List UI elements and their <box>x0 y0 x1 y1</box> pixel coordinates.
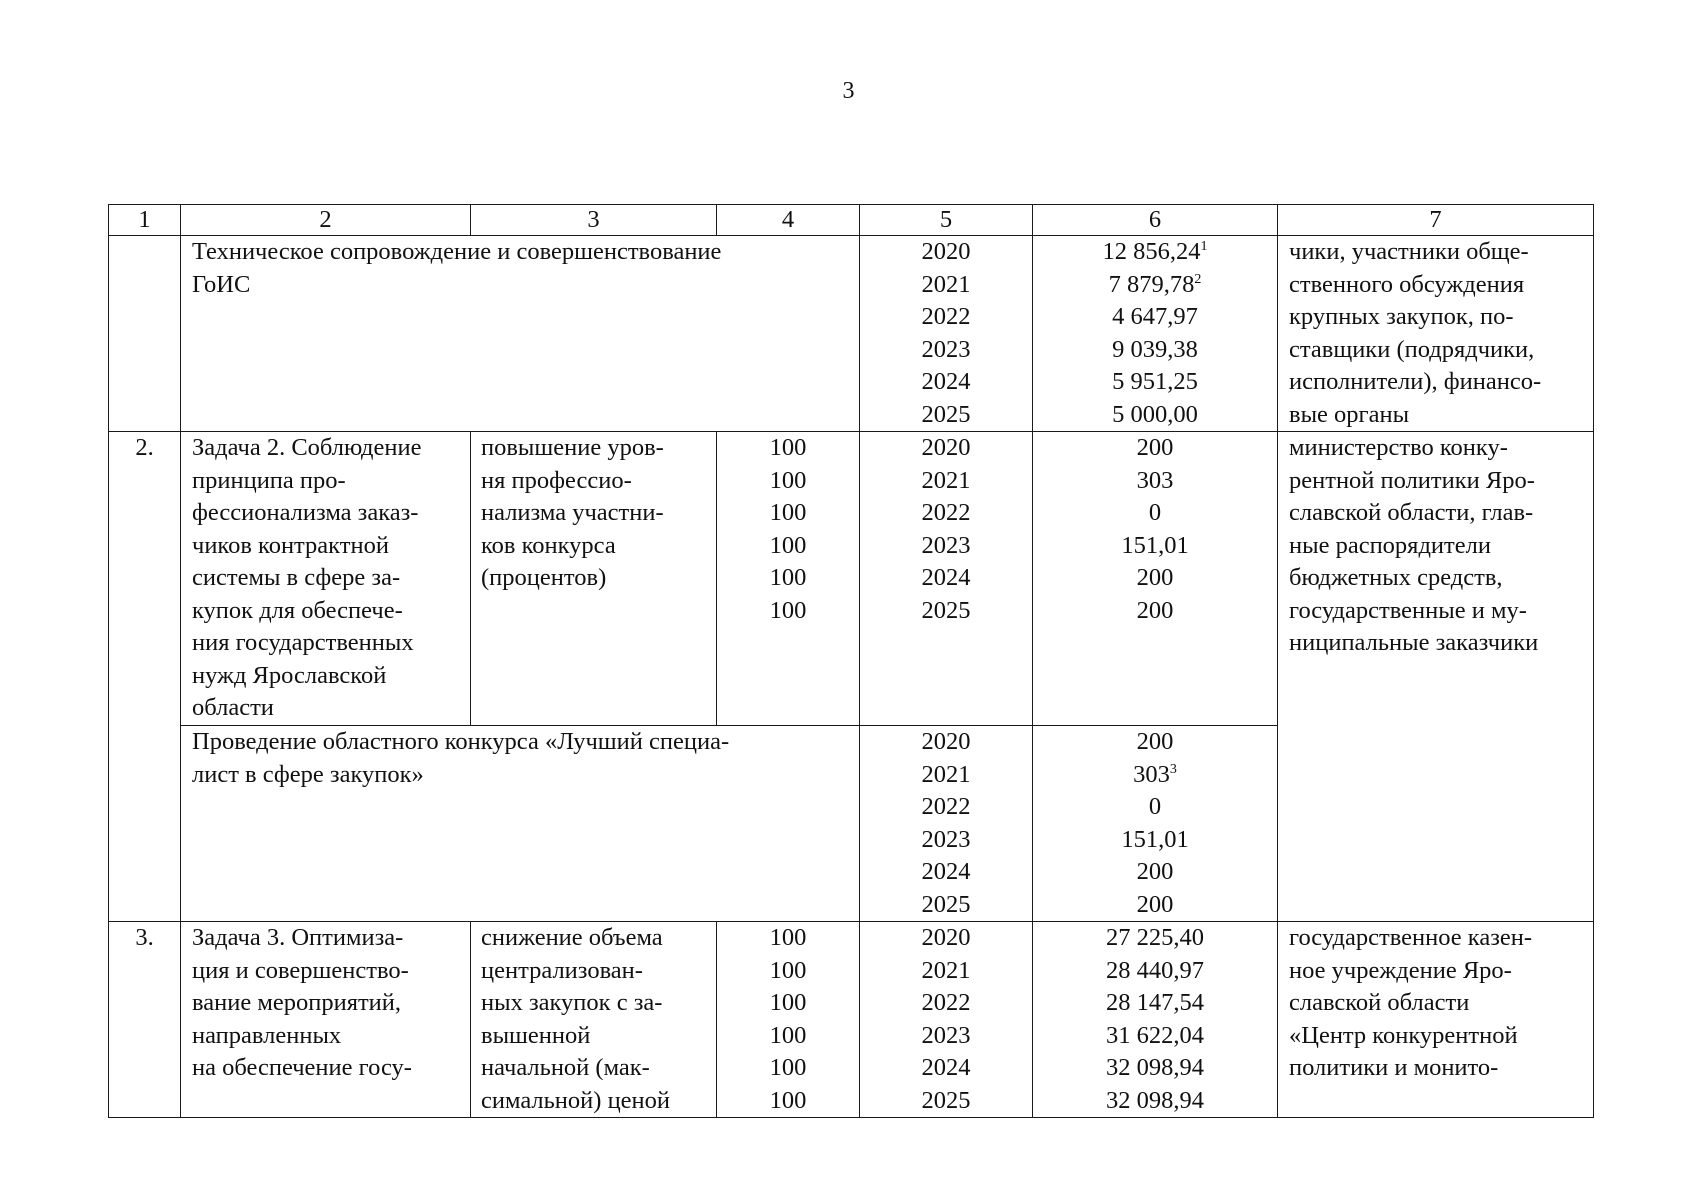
responsible-cell: министерство конку- рентной политики Яро- славской области, глав- ные распорядители бюджетных средств, государственные и му- ниципальные заказчики <box>1278 432 1594 922</box>
table-row <box>109 432 1594 726</box>
header-row <box>109 205 1594 236</box>
header-cell: 7 <box>1278 205 1594 236</box>
header-cell: 2 <box>181 205 471 236</box>
task-cell: Задача 2. Соблюдение принципа про- фессионализма заказ- чиков контрактной системы в сфере за- купок для обеспече- ния государственных нужд Ярославской области <box>181 432 471 726</box>
table-row <box>109 236 1594 432</box>
years-cell: 2020 2021 2022 2023 2024 2025 <box>860 236 1033 432</box>
row-number: 2. <box>109 432 181 922</box>
row-number: 3. <box>109 922 181 1118</box>
amounts-cell: 200 303 0 151,01 200 200 <box>1033 432 1278 726</box>
activity-title: Проведение областного конкурса «Лучший специа- лист в сфере закупок» <box>181 726 860 922</box>
indicator-cell: снижение объема централизован- ных закупок с за- вышенной начальной (мак- симальной) ценой <box>471 922 717 1118</box>
amounts-cell: 200 $303^3$ 0 151,01 200 200 <box>1033 726 1278 922</box>
footnote-mark: 1 <box>1200 239 1208 254</box>
page-number: 3 <box>842 78 855 104</box>
responsible-cell: государственное казен- ное учреждение Яро- славской области «Центр конкурентной политики и монито- <box>1278 922 1594 1118</box>
amounts-cell: 12 856,24$^1$ 7 879,78$^2$ 4 647,97 9 039,38 5 951,25 5 000,00 <box>1033 236 1278 432</box>
header-cell: 3 <box>471 205 717 236</box>
values-cell: 100 100 100 100 100 100 <box>717 432 860 726</box>
values-cell: 100 100 100 100 100 100 <box>717 922 860 1118</box>
footnote-mark: 2 <box>1194 271 1202 287</box>
responsible-cell: чики, участники обще- ственного обсуждения крупных закупок, по- ставщики (подрядчики, исполнители), финансо- вые органы <box>1278 236 1594 432</box>
footnote-mark: 3 <box>1169 761 1177 777</box>
amounts-cell: 27 225,40 28 440,97 28 147,54 31 622,04 32 098,94 32 098,94 <box>1033 922 1278 1118</box>
activity-title: Техническое сопровождение и совершенствование ГоИС <box>181 236 860 432</box>
years-cell: 2020 2021 2022 2023 2024 2025 <box>860 726 1033 922</box>
program-table <box>108 204 1594 1118</box>
years-cell: 2020 2021 2022 2023 2024 2025 <box>860 432 1033 726</box>
header-cell: 5 <box>860 205 1033 236</box>
table-row <box>109 922 1594 1118</box>
years-cell: 2020 2021 2022 2023 2024 2025 <box>860 922 1033 1118</box>
header-cell: 1 <box>109 205 181 236</box>
indicator-cell: повышение уров- ня профессио- нализма участни- ков конкурса (процентов) <box>471 432 717 726</box>
header-cell: 6 <box>1033 205 1278 236</box>
header-cell: 4 <box>717 205 860 236</box>
task-cell: Задача 3. Оптимиза- ция и совершенство- вание мероприятий, направленных на обеспечение госу- <box>181 922 471 1118</box>
num-cell <box>109 236 181 432</box>
